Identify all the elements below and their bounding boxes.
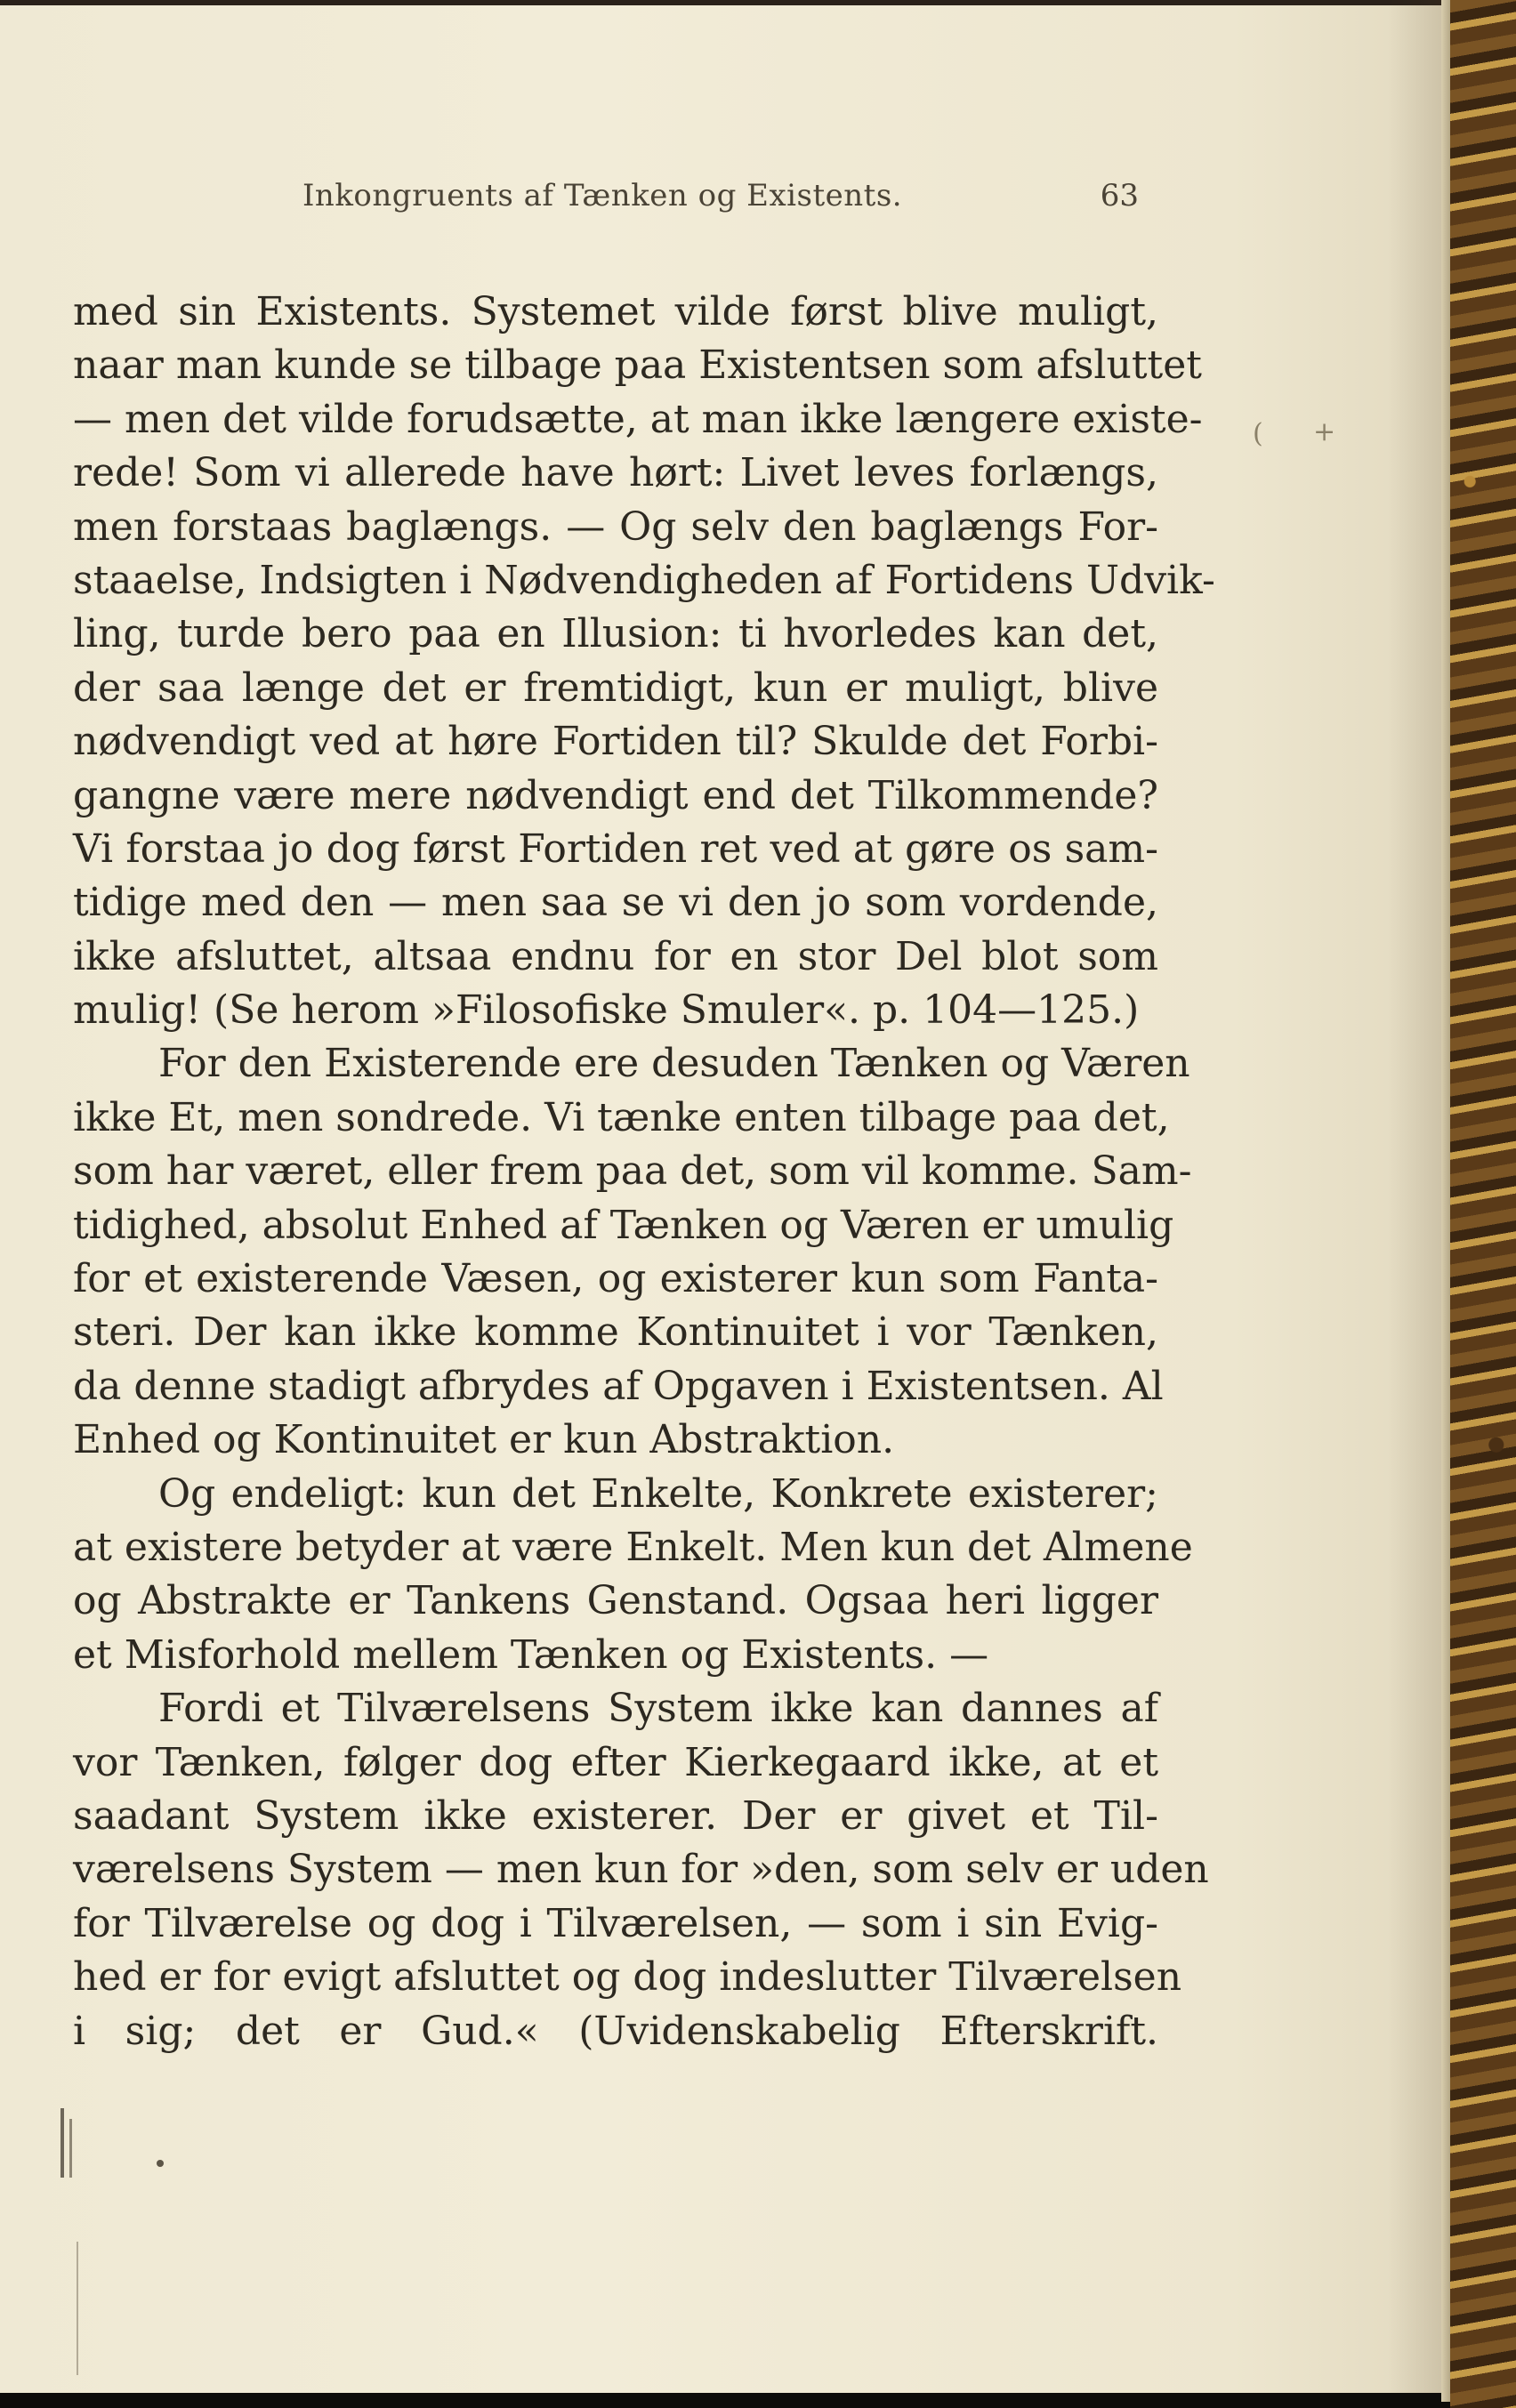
text-line: ling, turde bero paa en Illusion: ti hvorledes kan det, xyxy=(73,611,1158,657)
text-line: og Abstrakte er Tankens Genstand. Ogsaa heri ligger xyxy=(73,1578,1158,1624)
text-line: mulig! (Se herom »Filosofiske Smuler«. p. 104—125.) xyxy=(73,987,1140,1034)
text-line: med sin Existents. Systemet vilde først blive muligt, xyxy=(73,289,1158,334)
text-line: — men det vilde forudsætte, at man ikke længere existe- xyxy=(73,396,1203,442)
text-line: tidighed, absolut Enhed af Tænken og Væren er umulig xyxy=(73,1202,1174,1248)
text-line: som har været, eller frem paa det, som vil komme. Sam- xyxy=(73,1148,1192,1195)
paragraph-start-line: Og endeligt: kun det Enkelte, Konkrete existerer; xyxy=(158,1470,1158,1517)
text-line: for et existerende Væsen, og existerer kun som Fanta- xyxy=(73,1256,1158,1302)
faint-line-mark xyxy=(77,2242,78,2375)
text-line: rede! Som vi allerede have hørt: Livet leves forlængs, xyxy=(73,450,1158,496)
paragraph-start-line: For den Existerende ere desuden Tænken og Væren xyxy=(158,1041,1190,1087)
page-number: 63 xyxy=(1100,178,1139,213)
running-header xyxy=(302,178,1139,226)
text-line: nødvendigt ved at høre Fortiden til? Skulde det Forbi- xyxy=(73,719,1158,765)
text-line: værelsens System — men kun for »den, som selv er uden xyxy=(73,1847,1209,1893)
text-line: men forstaas baglængs. — Og selv den baglængs For- xyxy=(73,503,1158,550)
text-line: gangne være mere nødvendigt end det Tilkommende? xyxy=(73,772,1158,818)
text-line: der saa længe det er fremtidigt, kun er muligt, blive xyxy=(73,664,1158,711)
marbled-binding xyxy=(1450,0,1516,2408)
text-line: hed er for evigt afsluttet og dog indeslutter Tilværelsen xyxy=(73,1954,1182,2001)
running-title: Inkongruents af Tænken og Existents. xyxy=(302,178,903,213)
paragraph-start-line: Fordi et Tilværelsens System ikke kan dannes af xyxy=(158,1686,1158,1732)
ink-dot xyxy=(157,2160,164,2167)
margin-mark: + xyxy=(1313,416,1336,447)
body-text xyxy=(73,286,1215,2058)
text-line: naar man kunde se tilbage paa Existentsen som afsluttet xyxy=(73,342,1202,389)
text-line: steri. Der kan ikke komme Kontinuitet i vor Tænken, xyxy=(73,1309,1158,1356)
margin-mark: ( xyxy=(1253,418,1263,449)
text-line: ikke Et, men sondrede. Vi tænke enten tilbage paa det, xyxy=(73,1094,1170,1140)
text-line: for Tilværelse og dog i Tilværelsen, — som i sin Evig- xyxy=(73,1900,1158,1946)
text-line: at existere betyder at være Enkelt. Men kun det Almene xyxy=(73,1524,1193,1570)
text-line: i sig; det er Gud.« (Uvidenskabelig Efterskrift. xyxy=(73,2008,1158,2054)
text-line: vor Tænken, følger dog efter Kierkegaard ikke, at et xyxy=(73,1739,1158,1785)
text-line: Enhed og Kontinuitet er kun Abstraktion. xyxy=(73,1417,895,1463)
text-line: tidige med den — men saa se vi den jo som vordende, xyxy=(73,880,1158,926)
text-line: saadant System ikke existerer. Der er givet et Til- xyxy=(73,1792,1158,1839)
ink-mark xyxy=(60,2108,64,2178)
text-line: staaelse, Indsigten i Nødvendigheden af Fortidens Udvik- xyxy=(73,557,1215,603)
text-line: et Misforhold mellem Tænken og Existents. — xyxy=(73,1631,989,1678)
text-line: da denne stadigt afbrydes af Opgaven i Existentsen. Al xyxy=(73,1363,1164,1409)
text-line: ikke afsluttet, altsaa endnu for en stor Del blot som xyxy=(73,933,1158,979)
text-line: Vi forstaa jo dog først Fortiden ret ved at gøre os sam- xyxy=(73,825,1158,872)
ink-mark xyxy=(69,2119,72,2178)
